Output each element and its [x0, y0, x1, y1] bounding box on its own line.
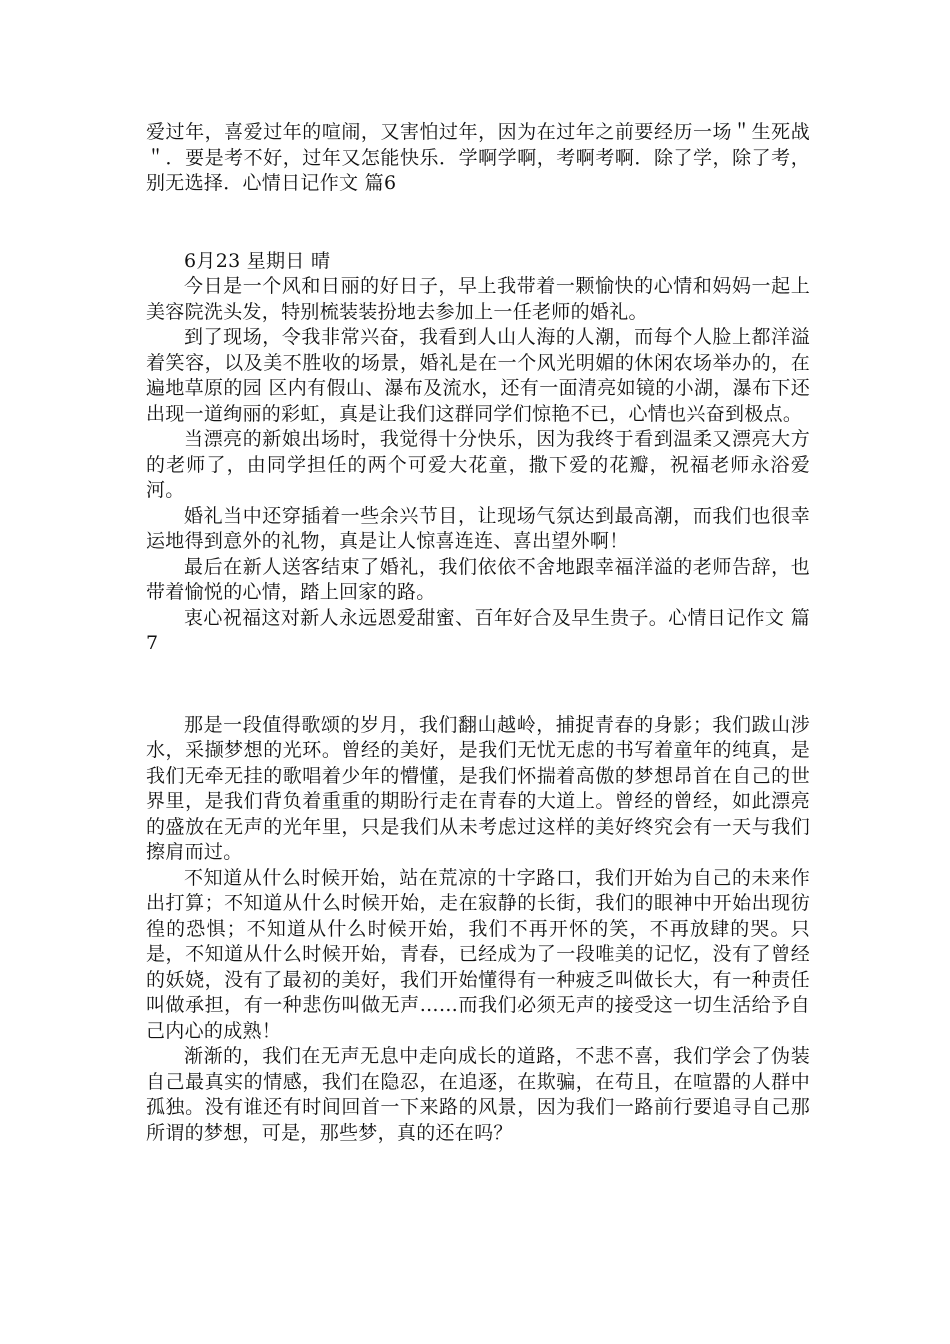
paragraph: 那是一段值得歌颂的岁月，我们翻山越岭，捕捉青春的身影；我们跋山涉水，采撷梦想的光环。曾经的美好，是我们无忧无虑的书写着童年的纯真，是我们无牵无挂的歌唱着少年的懵懂，是我们怀揣着高傲的梦想昂首在自己的世界里，是我们背负着重重的期盼行走在青春的大道上。曾经的曾经，如此漂亮的盛放在无声的光年里，只是我们从未考虑过这样的美好终究会有一天与我们擦肩而过。 — [146, 713, 810, 863]
intro-paragraph: 爱过年，喜爱过年的喧闹，又害怕过年，因为在过年之前要经历一场＂生死战＂．要是考不好，过年又怎能快乐．学啊学啊，考啊考啊．除了学，除了考，别无选择．心情日记作文 篇6 — [146, 121, 810, 194]
paragraph: 不知道从什么时候开始，站在荒凉的十字路口，我们开始为自己的未来作出打算；不知道从什么时候开始，走在寂静的长街，我们的眼神中开始出现彷徨的恐惧；不知道从什么时候开始，我们不再开怀的笑，不再放肆的哭。只是，不知道从什么时候开始，青春，已经成为了一段唯美的记忆，没有了曾经的妖娆，没有了最初的美好，我们开始懂得有一种疲乏叫做长大，有一种责任叫做承担，有一种悲伤叫做无声……而我们必须无声的接受这一切生活给予自己内心的成熟！ — [146, 866, 810, 1042]
diary-date-line: 6月23 星期日 晴 — [184, 249, 331, 272]
paragraph: 婚礼当中还穿插着一些余兴节目，让现场气氛达到最高潮，而我们也很幸运地得到意外的礼物，真是让人惊喜连连、喜出望外啊！ — [146, 504, 810, 552]
paragraph: 当漂亮的新娘出场时，我觉得十分快乐，因为我终于看到温柔又漂亮大方的老师了，由同学担任的两个可爱大花童，撒下爱的花瓣，祝福老师永浴爱河。 — [146, 428, 810, 501]
section-gap — [146, 197, 810, 249]
paragraph: 到了现场，令我非常兴奋，我看到人山人海的人潮，而每个人脸上都洋溢着笑容，以及美不胜收的场景，婚礼是在一个风光明媚的休闲农场举办的，在遍地草原的园 区内有假山、瀑布及流水，还有一面清亮如镜的小湖，瀑布下还出现一道绚丽的彩虹，真是让我们这群同学们惊艳不已，心情也兴奋到极点。 — [146, 326, 810, 425]
document-body — [146, 120, 810, 1146]
paragraph: 今日是一个风和日丽的好日子，早上我带着一颗愉快的心情和妈妈一起上美容院洗头发，特别梳装装扮地去参加上一任老师的婚礼。 — [146, 275, 810, 323]
paragraph: 衷心祝福这对新人永远恩爱甜蜜、百年好合及早生贵子。心情日记作文 篇7 — [146, 606, 810, 654]
paragraph: 最后在新人送客结束了婚礼，我们依依不舍地跟幸福洋溢的老师告辞，也带着愉悦的心情，踏上回家的路。 — [146, 555, 810, 603]
paragraph: 渐渐的，我们在无声无息中走向成长的道路，不悲不喜，我们学会了伪装自己最真实的情感，我们在隐忍，在追逐，在欺骗，在苟且，在喧嚣的人群中孤独。没有谁还有时间回首一下来路的风景，因为我们一路前行要追寻自己那所谓的梦想，可是，那些梦，真的还在吗？ — [146, 1045, 810, 1144]
section-gap — [146, 657, 810, 713]
